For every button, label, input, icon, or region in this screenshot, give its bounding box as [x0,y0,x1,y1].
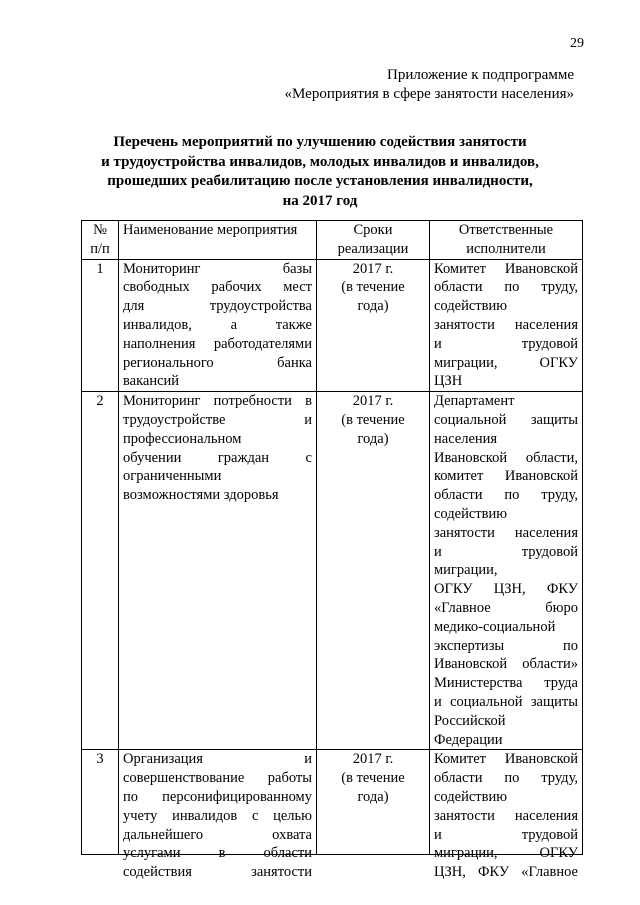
header-resp-line: Ответственные [458,222,554,238]
measure-term-line: (в течение [341,279,405,296]
measure-responsible-line: Ивановской области, [434,449,578,466]
measure-name-line: трудоустройстве и [123,411,312,428]
measure-responsible-line: комитет Ивановской [434,468,578,485]
measure-responsible-line: области по труду, [434,279,578,296]
measure-responsible-line: занятости населения [434,807,578,824]
measure-responsible-line: области по труду, [434,770,578,787]
measure-responsible-line: ЦЗН [434,373,463,390]
measure-responsible-line: «Главное бюро [434,599,578,616]
measure-responsible-line: Российской [434,712,506,729]
title-line-4: на 2017 год [282,192,358,209]
measure-responsible-line: Федерации [434,731,503,748]
header-term-line: Сроки [353,222,393,238]
title-line-3: прошедших реабилитацию после установления инвалидности, [107,173,533,189]
measure-responsible-line: социальной защиты [434,411,578,428]
measure-name-line: обучении граждан с [123,449,312,466]
measure-responsible-line: миграции, ОГКУ [434,354,578,371]
appendix-header [0,66,574,104]
measure-responsible [430,259,583,392]
appendix-line-1: Приложение к подпрограмме [386,67,574,83]
measure-term [317,259,430,392]
title-line-1: Перечень мероприятий по улучшению содействия занятости [113,134,527,150]
measure-name-line: услугами в области [123,845,312,862]
measure-responsible-line: и трудовой [434,335,578,352]
measure-name [119,392,317,750]
measure-responsible-line: Комитет Ивановской [434,260,578,277]
measure-term [317,750,430,855]
row-number: 2 [82,392,119,750]
measure-responsible-line: медико-социальной [434,618,556,635]
measure-name-line: ограниченными [123,468,222,485]
measure-name-line: свободных рабочих мест [123,279,312,296]
header-name-text: Наименование мероприятия [123,222,298,238]
measure-responsible-line: и трудовой [434,543,578,560]
measure-responsible-line: содействию [434,788,508,805]
measure-term-line: 2017 г. [352,393,394,410]
header-num-line: № [93,222,107,238]
header-num-line: п/п [90,240,110,257]
measure-name-line: Организация и [123,751,312,768]
measure-responsible-line: ЦЗН, ФКУ «Главное [434,864,578,881]
measure-responsible-line: Ивановской области» [434,656,578,673]
header-responsible [430,221,583,260]
measure-responsible-line: Министерства труда [434,675,578,692]
measure-term-line: 2017 г. [352,751,394,768]
table-body [82,259,583,881]
measure-responsible-line: занятости населения [434,316,578,333]
row-number: 3 [82,750,119,855]
measure-name [119,750,317,881]
measure-term [317,392,430,750]
measure-responsible-line: занятости населения [434,524,578,541]
measure-name-line: учету инвалидов с целью [123,807,312,824]
measure-name-line: для трудоустройства [123,298,312,315]
page-number: 29 [570,36,584,51]
measure-term-line: года) [357,430,389,447]
measure-responsible-line: содействию [434,298,508,315]
measure-name-line: дальнейшего охвата [123,826,312,843]
measure-name-line: Мониторинг базы [123,260,312,277]
measure-name-line: по персонифицированному [123,788,312,805]
measure-responsible-line: ОГКУ ЦЗН, ФКУ [434,581,578,598]
measure-responsible-line: экспертизы по [434,637,578,654]
measure-responsible-line: Комитет Ивановской [434,751,578,768]
measure-name-line: совершенствование работы [123,770,312,787]
measure-responsible-line: миграции, ОГКУ [434,845,578,862]
header-name [119,221,317,260]
measure-term-line: (в течение [341,411,405,428]
measure-responsible-line: содействию [434,505,508,522]
header-term [317,221,430,260]
measure-name-line: содействия занятости [123,864,312,881]
measure-name-line: Мониторинг потребности в [123,393,312,410]
measure-responsible [430,750,583,881]
header-num [82,221,119,260]
measure-term-line: года) [357,298,389,315]
measure-responsible-line: населения [434,430,498,447]
table-row [82,392,583,750]
header-resp-line: исполнители [466,240,546,257]
title-line-2: и трудоустройства инвалидов, молодых инвалидов и инвалидов, [101,153,539,170]
header-term-line: реализации [337,240,409,257]
document-title [0,133,640,211]
measure-term-line: 2017 г. [352,260,394,277]
measure-name-line: возможностями здоровья [123,487,279,504]
measure-responsible-line: и трудовой [434,826,578,843]
appendix-line-2: «Мероприятия в сфере занятости населения» [284,86,574,102]
table-row [82,259,583,392]
measure-name-line: профессиональном [123,430,242,447]
measure-responsible-line: области по труду, [434,487,578,504]
measure-responsible-line: миграции, [434,562,498,579]
measure-responsible-line: Департамент [434,393,515,410]
measure-name-line: наполнения работодателями [123,335,312,352]
table-row [82,750,583,855]
measure-term-line: (в течение [341,770,405,787]
measure-name-line: регионального банка [123,354,312,371]
measure-name-line: инвалидов, а также [123,316,312,333]
measure-name-line: вакансий [123,373,180,390]
row-number: 1 [82,259,119,392]
table-header-row [82,221,583,260]
measure-name [119,259,317,392]
measure-responsible-line: и социальной защиты [434,693,578,710]
measure-term-line: года) [357,788,389,805]
measures-table [81,220,583,881]
measure-responsible [430,392,583,750]
